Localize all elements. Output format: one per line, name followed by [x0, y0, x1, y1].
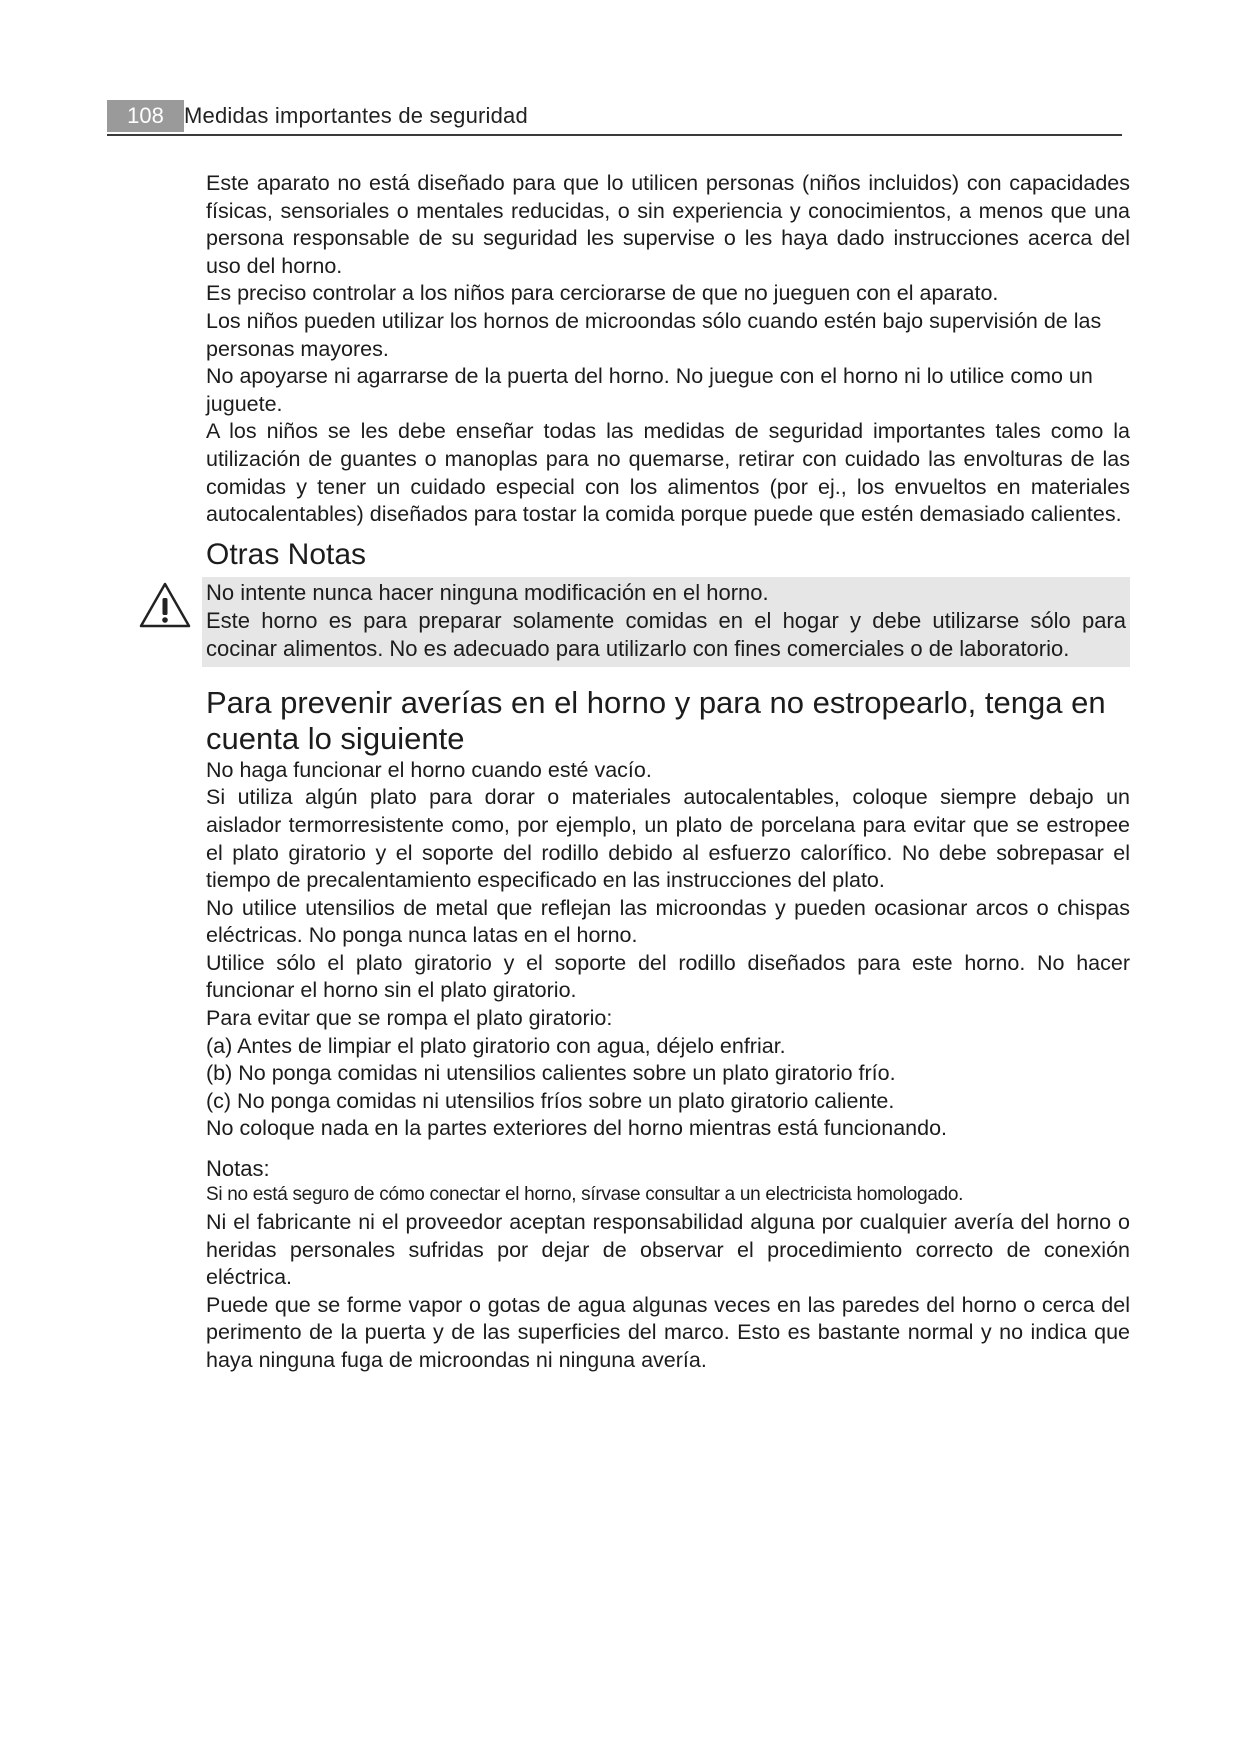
otras-notas-heading: Otras Notas [206, 537, 367, 571]
notas-paragraph: Si no está seguro de cómo conectar el horno, sírvase consultar a un electricista homologado. [206, 1184, 964, 1206]
intro-paragraph: No apoyarse ni agarrarse de la puerta del horno. No juegue con el horno ni lo utilice como un juguete. [206, 364, 1093, 416]
warning-text: No intente nunca hacer ninguna modificación en el horno. [206, 579, 769, 605]
page-number: 108 [107, 100, 184, 132]
warning-box [202, 577, 1130, 667]
notas-paragraph: Puede que se forme vapor o gotas de agua algunas veces en las paredes del horno o cerca del perimento de la puerta y de las superficies del marco. Esto es bastante normal y no indica que haya ninguna fuga de microondas ni ninguna avería. [206, 1292, 1130, 1372]
intro-paragraph: Este aparato no está diseñado para que lo utilicen personas (niños incluidos) con capacidades físicas, sensoriales o mentales reducidas, o sin experiencia y conocimientos, a menos que una persona responsable de su seguridad les supervise o les haya dado instrucciones acerca del uso del horno. [206, 171, 1130, 278]
prevent-paragraph: No coloque nada en la partes exteriores del horno mientras está funcionando. [206, 1116, 948, 1141]
prevent-paragraph: Para evitar que se rompa el plato giratorio: [206, 1006, 613, 1031]
section-title: Medidas importantes de seguridad [184, 103, 528, 128]
prevent-paragraph: No utilice utensilios de metal que reflejan las microondas y pueden ocasionar arcos o chispas eléctricas. No ponga nunca latas en el horno. [206, 895, 1130, 948]
list-item: (b) No ponga comidas ni utensilios calientes sobre un plato giratorio frío. [206, 1061, 896, 1086]
list-item: (c) No ponga comidas ni utensilios fríos sobre un plato giratorio caliente. [206, 1088, 895, 1113]
prevent-paragraph: Si utiliza algún plato para dorar o materiales autocalentables, coloque siempre debajo un aislador termorresistente como, por ejemplo, un plato de porcelana para evitar que se estropee el plato giratorio y el soporte del rodillo debido al esfuerzo calorífico. No debe sobrepasar el tiempo de precalentamiento especificado en las instrucciones del plato. [206, 785, 1130, 893]
prevent-heading: Para prevenir averías en el horno y para no estropearlo, tenga en cuenta lo siguiente [206, 684, 1106, 756]
notas-paragraph: Ni el fabricante ni el proveedor aceptan responsabilidad alguna por cualquier avería del horno o heridas personales sufridas por dejar de observar el procedimiento correcto de conexión eléctrica. [206, 1210, 1130, 1290]
intro-paragraph: Es preciso controlar a los niños para cerciorarse de que no jueguen con el aparato. [206, 281, 999, 306]
page-header [107, 100, 1122, 136]
notas-heading: Notas: [206, 1156, 270, 1182]
warning-triangle-icon [138, 581, 192, 629]
intro-paragraph: A los niños se les debe enseñar todas las medidas de seguridad importantes tales como la utilización de guantes o manoplas para no quemarse, retirar con cuidado las envolturas de las comidas y tener un cuidado especial con los alimentos (por ej., los envueltos en materiales autocalentables) diseñados para tostar la comida porque puede que estén demasiado calientes. [206, 419, 1130, 527]
warning-text: Este horno es para preparar solamente comidas en el hogar y debe utilizarse sólo para cocinar alimentos. No es adecuado para utilizarlo con fines comerciales o de laboratorio. [206, 607, 1126, 661]
header-rule [107, 134, 1122, 136]
list-item: (a) Antes de limpiar el plato giratorio con agua, déjelo enfriar. [206, 1033, 786, 1058]
prevent-paragraph: No haga funcionar el horno cuando esté vacío. [206, 757, 652, 782]
page-content [206, 170, 1130, 1375]
prevent-paragraph: Utilice sólo el plato giratorio y el soporte del rodillo diseñados para este horno. No hacer funcionar el horno sin el plato giratorio. [206, 950, 1130, 1003]
intro-paragraph: Los niños pueden utilizar los hornos de microondas sólo cuando estén bajo supervisión de las personas mayores. [206, 308, 1102, 361]
